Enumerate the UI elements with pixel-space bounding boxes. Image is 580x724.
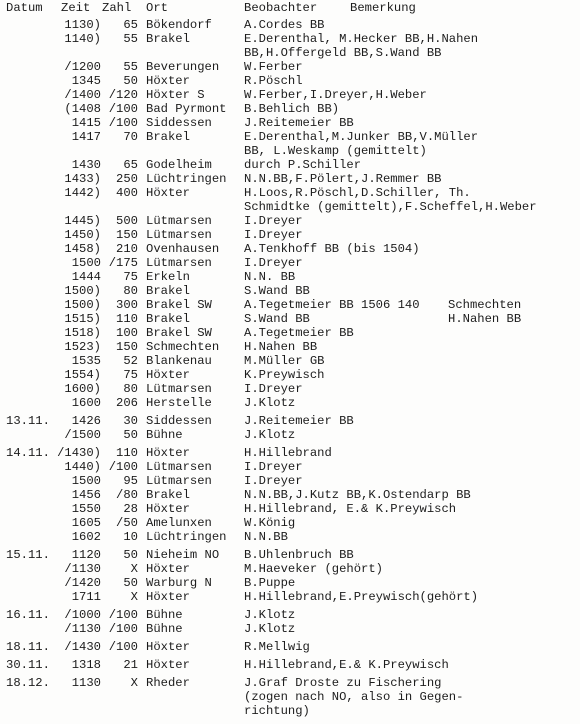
row-zahl: 50 — [123, 428, 138, 442]
row-zeit: 1458) — [64, 242, 101, 256]
row-beobachter: I.Dreyer — [244, 382, 303, 396]
row-zeit: 1445) — [64, 214, 101, 228]
header-beobachter: Beobachter — [244, 1, 318, 15]
row-zeit: 1500 — [71, 474, 101, 488]
table-row — [0, 256, 580, 270]
row-beobachter: A.Cordes BB — [244, 18, 325, 32]
row-zeit: 1515) — [64, 312, 101, 326]
row-beobachter: W.Ferber — [244, 60, 303, 74]
row-beobachter-continuation: richtung) — [244, 704, 310, 718]
row-beobachter: W.Ferber,I.Dreyer,H.Weber — [244, 88, 427, 102]
row-zahl: 250 — [116, 172, 138, 186]
row-zahl: /175 — [108, 256, 138, 270]
row-date: 15.11. — [6, 548, 50, 562]
row-zeit: /1400 — [64, 88, 101, 102]
row-zeit: 1417 — [71, 130, 101, 144]
row-ort: Lütmarsen — [146, 228, 212, 242]
table-row — [0, 516, 580, 530]
row-zeit: 1600) — [64, 382, 101, 396]
row-zeit: 1523) — [64, 340, 101, 354]
row-zahl: /100 — [108, 608, 138, 622]
row-ort: Höxter — [146, 446, 190, 460]
row-zahl: /100 — [108, 102, 138, 116]
row-zahl: 500 — [116, 214, 138, 228]
row-ort: Lüchtringen — [146, 530, 227, 544]
row-zeit: 1440) — [64, 460, 101, 474]
row-zahl: 55 — [123, 60, 138, 74]
table-row — [0, 658, 580, 672]
row-beobachter: H.Hillebrand — [244, 446, 332, 460]
row-zahl: 150 — [116, 340, 138, 354]
row-zahl: 21 — [123, 658, 138, 672]
table-row — [0, 502, 580, 516]
header-datum: Datum — [6, 1, 43, 15]
table-row — [0, 172, 580, 186]
row-ort: Schmechten — [146, 340, 220, 354]
row-ort: Bühne — [146, 622, 183, 636]
table-row — [0, 396, 580, 410]
row-zeit: 1500) — [64, 298, 101, 312]
row-beobachter: J.Klotz — [244, 396, 296, 410]
row-beobachter: J.Reitemeier BB — [244, 414, 354, 428]
table-row — [0, 676, 580, 718]
table-row — [0, 298, 580, 312]
row-ort: Höxter — [146, 658, 190, 672]
row-beobachter: H.Hillebrand,E.& K.Preywisch — [244, 658, 449, 672]
row-zeit: 1433) — [64, 172, 101, 186]
row-ort: Siddessen — [146, 116, 212, 130]
row-zeit: 1130 — [71, 676, 101, 690]
row-ort: Blankenau — [146, 354, 212, 368]
row-zeit: 1518) — [64, 326, 101, 340]
row-zahl: 80 — [123, 382, 138, 396]
table-row — [0, 622, 580, 636]
row-ort: Bökendorf — [146, 18, 212, 32]
row-zahl: 50 — [123, 548, 138, 562]
row-ort: Beverungen — [146, 60, 220, 74]
row-beobachter: J.Klotz — [244, 608, 296, 622]
row-beobachter: I.Dreyer — [244, 256, 303, 270]
table-row — [0, 548, 580, 562]
table-row — [0, 270, 580, 284]
row-zahl: 400 — [116, 186, 138, 200]
table-row — [0, 530, 580, 544]
row-ort: Höxter S — [146, 88, 205, 102]
row-zeit: (1408 — [64, 102, 101, 116]
row-date: 30.11. — [6, 658, 50, 672]
row-date: 16.11. — [6, 608, 50, 622]
row-ort: Brakel SW — [146, 298, 212, 312]
row-beobachter: A.Tegetmeier BB 1506 140 — [244, 298, 420, 312]
row-beobachter: K.Preywisch — [244, 368, 325, 382]
row-zahl: 150 — [116, 228, 138, 242]
row-zahl: 110 — [116, 312, 138, 326]
row-beobachter: H.Hillebrand, E.& K.Preywisch — [244, 502, 457, 516]
row-beobachter: I.Dreyer — [244, 228, 303, 242]
row-zeit: 1415 — [71, 116, 101, 130]
row-zahl: /100 — [108, 622, 138, 636]
row-zeit: 1140) — [64, 32, 101, 46]
row-zahl: /80 — [116, 488, 138, 502]
table-row — [0, 102, 580, 116]
row-zeit: 1600 — [71, 396, 101, 410]
table-row — [0, 382, 580, 396]
row-beobachter: J.Graf Droste zu Fischering — [244, 676, 442, 690]
row-beobachter-continuation: Schmidtke (gemittelt),F.Scheffel,H.Weber — [244, 200, 537, 214]
row-ort: Brakel SW — [146, 326, 212, 340]
table-row — [0, 640, 580, 654]
row-beobachter: A.Tegetmeier BB — [244, 326, 354, 340]
row-ort: Ovenhausen — [146, 242, 220, 256]
table-row — [0, 590, 580, 604]
row-beobachter: H.Nahen BB — [244, 340, 318, 354]
table-row — [0, 60, 580, 74]
row-ort: Brakel — [146, 312, 190, 326]
row-beobachter: I.Dreyer — [244, 474, 303, 488]
row-bemerkung: Schmechten — [448, 298, 522, 312]
row-ort: Brakel — [146, 284, 190, 298]
row-zahl: 75 — [123, 270, 138, 284]
row-zeit: 1318 — [71, 658, 101, 672]
row-ort: Lütmarsen — [146, 214, 212, 228]
row-ort: Amelunxen — [146, 516, 212, 530]
table-row — [0, 460, 580, 474]
row-zahl: /100 — [108, 116, 138, 130]
row-ort: Höxter — [146, 562, 190, 576]
row-zahl: 100 — [116, 326, 138, 340]
row-zeit: 1345 — [71, 74, 101, 88]
table-row — [0, 116, 580, 130]
row-zeit: 1426 — [71, 414, 101, 428]
row-beobachter: B.Puppe — [244, 576, 296, 590]
row-beobachter: durch P.Schiller — [244, 158, 362, 172]
row-beobachter: E.Derenthal, M.Hecker BB,H.Nahen — [244, 32, 479, 46]
row-zahl: 70 — [123, 130, 138, 144]
row-beobachter: R.Mellwig — [244, 640, 310, 654]
row-beobachter: E.Derenthal,M.Junker BB,V.Müller — [244, 130, 479, 144]
row-zeit: 1430 — [71, 158, 101, 172]
row-beobachter-continuation: BB, L.Weskamp (gemittelt) — [244, 144, 427, 158]
row-date: 18.11. — [6, 640, 50, 654]
row-zeit: /1430) — [57, 446, 101, 460]
row-ort: Brakel — [146, 488, 190, 502]
row-ort: Lütmarsen — [146, 460, 212, 474]
header-zeit: Zeit — [61, 1, 91, 15]
row-zeit: 1130) — [64, 18, 101, 32]
row-zahl: 30 — [123, 414, 138, 428]
row-ort: Siddessen — [146, 414, 212, 428]
row-beobachter: N.N. BB — [244, 270, 296, 284]
row-zahl: 65 — [123, 18, 138, 32]
row-zeit: 1535 — [71, 354, 101, 368]
row-beobachter: A.Tenkhoff BB (bis 1504) — [244, 242, 420, 256]
row-zeit: /1130 — [64, 622, 101, 636]
row-zeit: 1456 — [71, 488, 101, 502]
row-ort: Bühne — [146, 608, 183, 622]
table-row — [0, 354, 580, 368]
table-row — [0, 608, 580, 622]
row-beobachter: M.Müller GB — [244, 354, 325, 368]
table-header — [0, 1, 580, 17]
row-ort: Erkeln — [146, 270, 190, 284]
row-zeit: 1120 — [71, 548, 101, 562]
row-beobachter-continuation: (zogen nach NO, also in Gegen- — [244, 690, 464, 704]
row-zeit: /1420 — [64, 576, 101, 590]
row-beobachter: M.Haeveker (gehört) — [244, 562, 383, 576]
row-ort: Herstelle — [146, 396, 212, 410]
row-zahl: /100 — [108, 460, 138, 474]
row-ort: Höxter — [146, 74, 190, 88]
row-ort: Lütmarsen — [146, 382, 212, 396]
row-zeit: /1130 — [64, 562, 101, 576]
row-ort: Höxter — [146, 502, 190, 516]
row-zahl: X — [130, 590, 138, 604]
table-row — [0, 474, 580, 488]
row-beobachter: N.N.BB,F.Pölert,J.Remmer BB — [244, 172, 442, 186]
row-zeit: 1554) — [64, 368, 101, 382]
row-zeit: 1500 — [71, 256, 101, 270]
row-ort: Bad Pyrmont — [146, 102, 227, 116]
row-ort: Brakel — [146, 130, 190, 144]
row-zahl: /120 — [108, 88, 138, 102]
row-ort: Höxter — [146, 368, 190, 382]
row-zahl: /100 — [108, 640, 138, 654]
row-zahl: 300 — [116, 298, 138, 312]
row-zahl: X — [130, 562, 138, 576]
table-row — [0, 18, 580, 32]
table-row — [0, 428, 580, 442]
table-row — [0, 88, 580, 102]
row-zahl: 55 — [123, 32, 138, 46]
row-beobachter: N.N.BB — [244, 530, 288, 544]
row-zeit: 1500) — [64, 284, 101, 298]
row-date: 18.12. — [6, 676, 50, 690]
table-row — [0, 340, 580, 354]
row-zeit: 1602 — [71, 530, 101, 544]
header-zahl: Zahl — [102, 1, 132, 15]
header-ort: Ort — [146, 1, 168, 15]
row-beobachter: B.Uhlenbruch BB — [244, 548, 354, 562]
row-zahl: 10 — [123, 530, 138, 544]
table-row — [0, 576, 580, 590]
row-beobachter: H.Hillebrand,E.Preywisch(gehört) — [244, 590, 479, 604]
row-beobachter: S.Wand BB — [244, 284, 310, 298]
row-beobachter: S.Wand BB — [244, 312, 310, 326]
table-row — [0, 242, 580, 256]
row-ort: Lütmarsen — [146, 474, 212, 488]
row-zeit: 1711 — [71, 590, 101, 604]
row-beobachter-continuation: BB,H.Offergeld BB,S.Wand BB — [244, 46, 442, 60]
table-row — [0, 326, 580, 340]
row-zahl: X — [130, 676, 138, 690]
table-row — [0, 74, 580, 88]
row-zeit: 1605 — [71, 516, 101, 530]
row-zahl: 28 — [123, 502, 138, 516]
row-zahl: 65 — [123, 158, 138, 172]
row-zahl: 50 — [123, 74, 138, 88]
row-ort: Lütmarsen — [146, 256, 212, 270]
row-ort: Godelheim — [146, 158, 212, 172]
row-zahl: 206 — [116, 396, 138, 410]
row-beobachter: I.Dreyer — [244, 214, 303, 228]
row-beobachter: J.Klotz — [244, 622, 296, 636]
row-beobachter: J.Klotz — [244, 428, 296, 442]
table-row — [0, 488, 580, 502]
row-zahl: 95 — [123, 474, 138, 488]
table-row — [0, 186, 580, 214]
row-beobachter: N.N.BB,J.Kutz BB,K.Ostendarp BB — [244, 488, 471, 502]
row-zeit: /1200 — [64, 60, 101, 74]
row-zeit: /1430 — [64, 640, 101, 654]
table-row — [0, 284, 580, 298]
table-row — [0, 562, 580, 576]
row-beobachter: H.Loos,R.Pöschl,D.Schiller, Th. — [244, 186, 471, 200]
row-zeit: 1550 — [71, 502, 101, 516]
header-bemerkung: Bemerkung — [350, 1, 416, 15]
table-row — [0, 446, 580, 460]
row-ort: Höxter — [146, 590, 190, 604]
table-row — [0, 368, 580, 382]
table-row — [0, 158, 580, 172]
row-date: 13.11. — [6, 414, 50, 428]
row-zahl: /50 — [116, 516, 138, 530]
row-ort: Rheder — [146, 676, 190, 690]
row-beobachter: R.Pöschl — [244, 74, 303, 88]
row-zahl: 110 — [116, 446, 138, 460]
table-row — [0, 414, 580, 428]
row-beobachter: I.Dreyer — [244, 460, 303, 474]
row-zeit: 1450) — [64, 228, 101, 242]
table-row — [0, 130, 580, 158]
row-zeit: 1444 — [71, 270, 101, 284]
row-zeit: /1000 — [64, 608, 101, 622]
row-beobachter: B.Behlich BB) — [244, 102, 340, 116]
row-zeit: /1500 — [64, 428, 101, 442]
row-zahl: 52 — [123, 354, 138, 368]
row-zeit: 1442) — [64, 186, 101, 200]
row-ort: Brakel — [146, 32, 190, 46]
row-zahl: 210 — [116, 242, 138, 256]
row-beobachter: W.König — [244, 516, 296, 530]
row-ort: Höxter — [146, 640, 190, 654]
row-ort: Nieheim NO — [146, 548, 220, 562]
row-zahl: 75 — [123, 368, 138, 382]
row-beobachter: J.Reitemeier BB — [244, 116, 354, 130]
row-zahl: 80 — [123, 284, 138, 298]
row-bemerkung: H.Nahen BB — [448, 312, 522, 326]
table-row — [0, 312, 580, 326]
table-row — [0, 228, 580, 242]
table-row — [0, 214, 580, 228]
row-zahl: 50 — [123, 576, 138, 590]
row-ort: Höxter — [146, 186, 190, 200]
row-ort: Lüchtringen — [146, 172, 227, 186]
table-row — [0, 32, 580, 60]
row-ort: Bühne — [146, 428, 183, 442]
row-date: 14.11. — [6, 446, 50, 460]
row-ort: Warburg N — [146, 576, 212, 590]
